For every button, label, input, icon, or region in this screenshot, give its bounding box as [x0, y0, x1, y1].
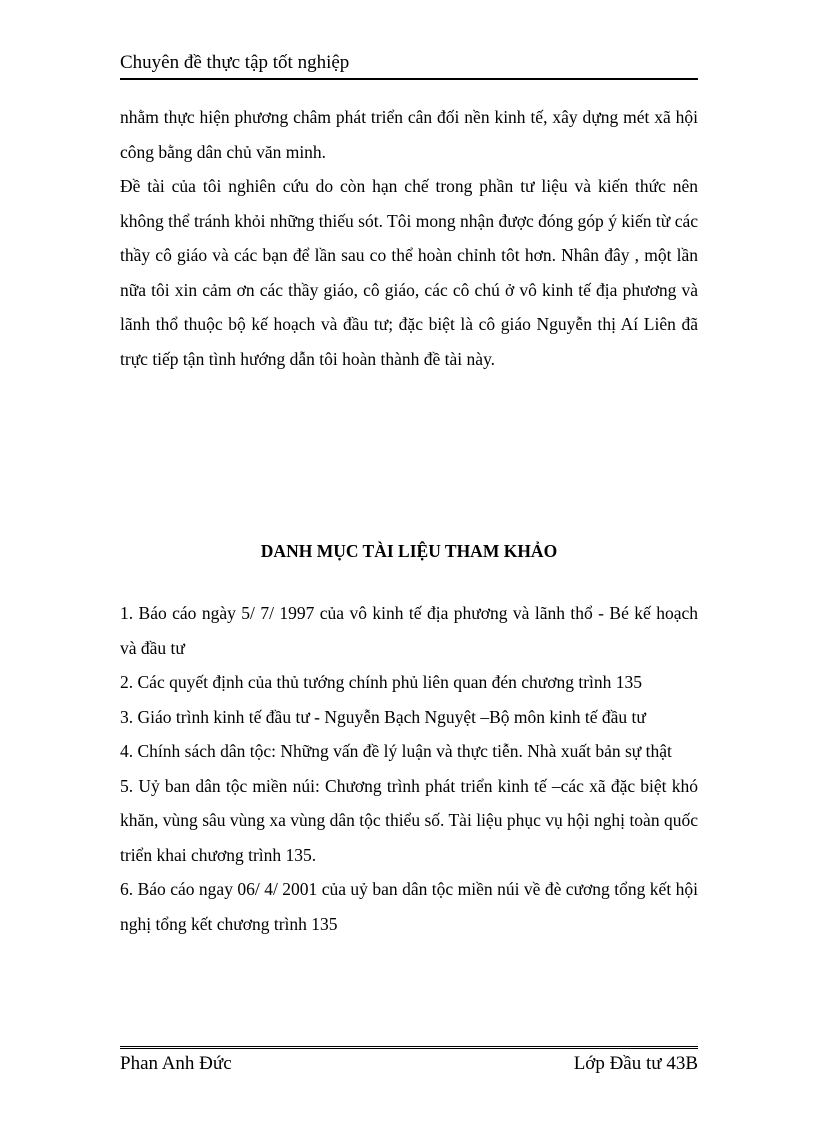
page-footer	[120, 1046, 698, 1079]
references-title: DANH MỤC TÀI LIỆU THAM KHẢO	[260, 541, 558, 561]
reference-item: 3. Giáo trình kinh tế đầu tư - Nguyễn Bạch Nguyệt –Bộ môn kinh tế đầu tư	[120, 706, 646, 727]
body-text	[120, 100, 698, 376]
reference-item: 2. Các quyết định của thủ tướng chính phủ liên quan đén chương trình 135	[120, 672, 643, 692]
body-paragraph: Đề tài của tôi nghiên cứu do còn hạn chế trong phần tư liệu và kiến thức nên không thể tránh khỏi những thiếu sót. Tôi mong nhận được đóng góp ý kiến từ các thầy cô giáo và các bạn để lần sau co thể hoàn chỉnh tôt hơn. Nhân đây , một lần nữa tôi xin cảm ơn các thầy giáo, cô giáo, các cô chú ở vô kinh tế địa phương và lãnh thổ thuộc bộ kế hoạch và đầu tư; đặc biệt là cô giáo Nguyễn thị Aí Liên đã trực tiếp tận tình hướng dẫn tôi hoàn thành đề tài này.	[120, 176, 698, 369]
footer-author: Phan Anh Đức	[120, 1053, 232, 1074]
references-list	[120, 596, 698, 941]
reference-item: 6. Báo cáo ngay 06/ 4/ 2001 của uỷ ban dân tộc miền núi về đè cương tổng kết hội nghị tổng kết chương trình 135	[120, 879, 698, 934]
reference-item: 4. Chính sách dân tộc: Những vấn đề lý luận và thực tiễn. Nhà xuất bản sự thật	[120, 741, 672, 761]
page-header	[120, 52, 698, 80]
body-paragraph: nhằm thực hiện phương châm phát triển cân đối nền kinh tế, xây dựng mét xã hội công bằng dân chủ văn minh.	[120, 107, 698, 162]
header-title: Chuyên đề thực tập tốt nghiệp	[120, 52, 350, 73]
reference-item: 5. Uỷ ban dân tộc miền núi: Chương trình phát triển kinh tế –các xã đặc biệt khó khăn, vùng sâu vùng xa vùng dân tộc thiểu số. Tài liệu phục vụ hội nghị toàn quốc triển khai chương trình 135.	[120, 775, 698, 865]
reference-item: 1. Báo cáo ngày 5/ 7/ 1997 của vô kinh tế địa phương và lãnh thổ - Bé kế hoạch và đầu tư	[120, 603, 698, 658]
footer-class: Lớp Đầu tư 43B	[573, 1053, 698, 1074]
